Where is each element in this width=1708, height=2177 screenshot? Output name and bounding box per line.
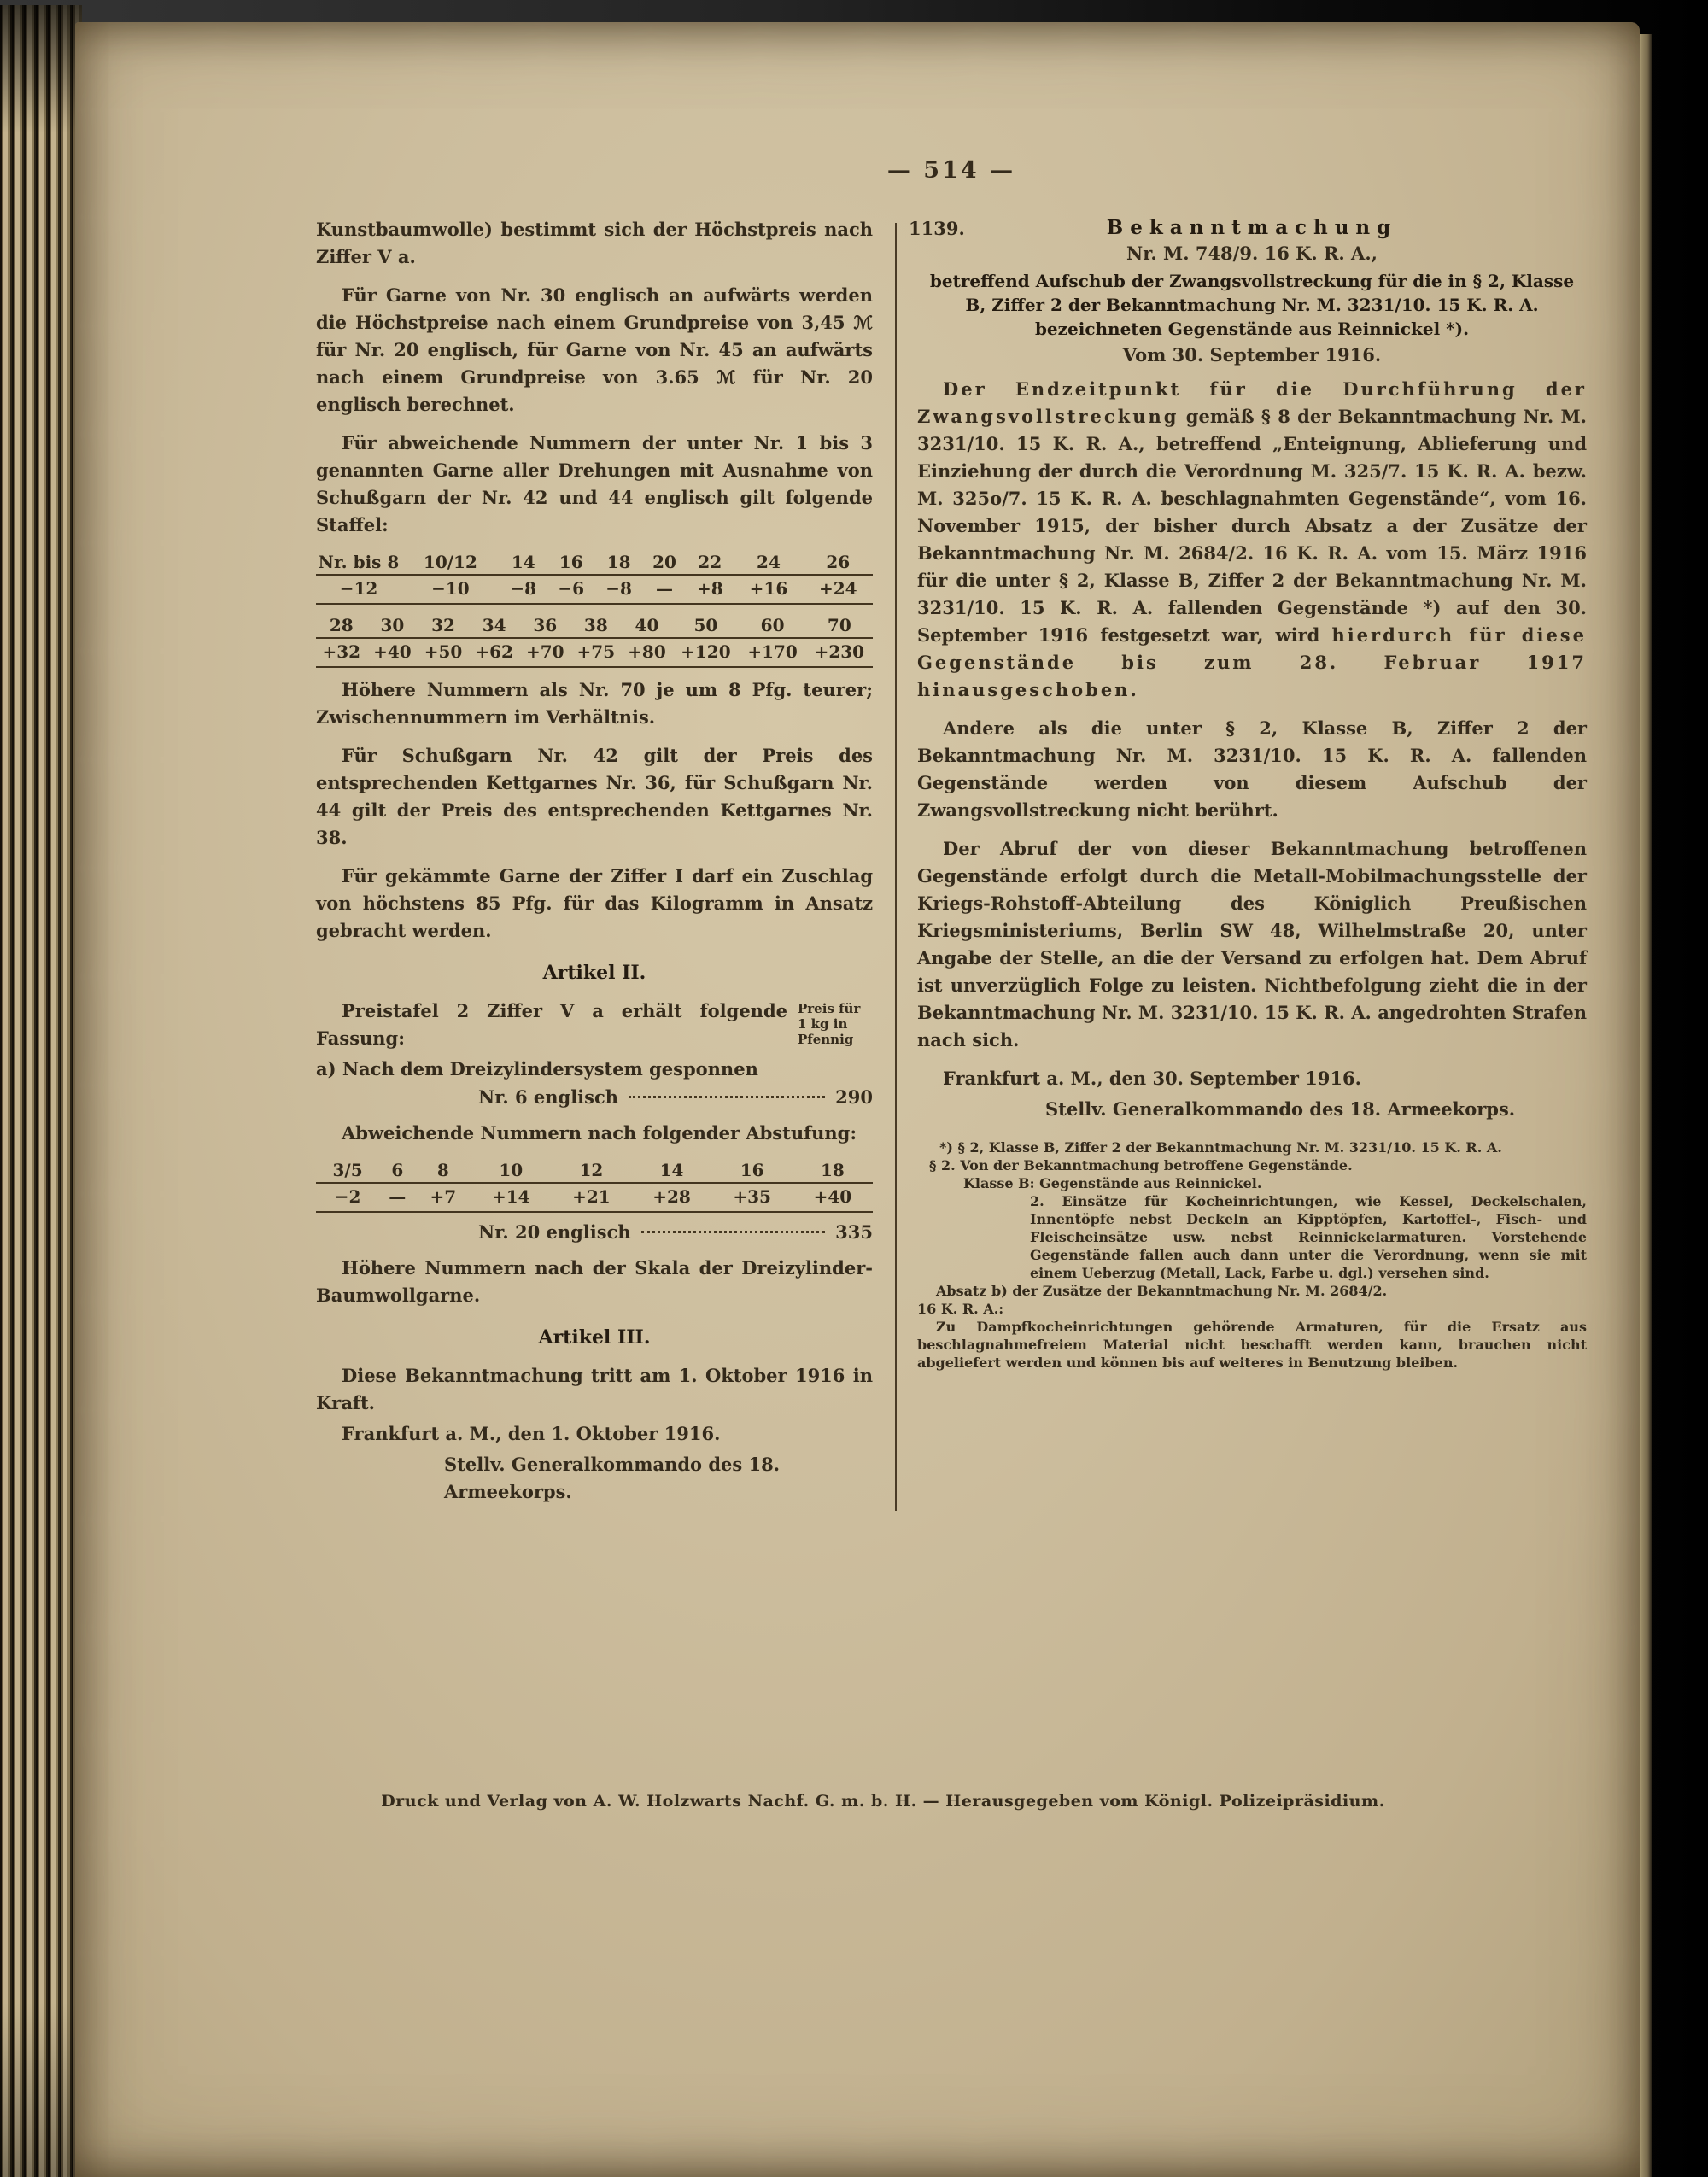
staffel-cell: +40: [367, 638, 418, 667]
staffel-cell: 70: [806, 613, 873, 638]
footnote-absatz-b: [917, 1282, 1587, 1318]
staffel-cell: −8: [595, 575, 643, 604]
staffel-cell: 8: [415, 1158, 471, 1183]
staffel-cell: −10: [401, 575, 500, 604]
staffel-cell: 32: [418, 613, 469, 638]
column-divider-rule: [895, 223, 897, 1511]
paragraph-skala: Höhere Nummern nach der Skala der Dreizylinder-Baumwollgarne.: [316, 1257, 873, 1306]
staffel-cell: +32: [316, 638, 367, 667]
staffel-cell: 10/12: [401, 550, 500, 575]
footnote-text: Absatz b) der Zusätze der Bekanntmachung Nr. M. 2684/2.: [936, 1283, 1388, 1299]
book-binding-page-stack: [0, 5, 82, 2177]
staffel-cell: +170: [739, 638, 805, 667]
footnotes-block: [917, 1138, 1587, 1372]
signature-left: Stellv. Generalkommando des 18. Armeekorps.: [444, 1454, 781, 1502]
staffel-cell: +70: [519, 638, 570, 667]
footnote-item-2: 2. Einsätze für Kocheinrichtungen, wie Kessel, Deckelschalen, Innentöpfe nebst Deckeln an Kipptöpfen, Kartoffel-, Fisch- und Fleischeinsätze usw. nebst Reinnickelarmaturen. Vorstehende Gegenstände fallen auch dann unter die Verordnung, wenn sie mit einem Ueberzug (Metall, Lack, Farbe u. dgl.) versehen sind.: [1030, 1193, 1587, 1281]
price-label: Nr. 20 englisch: [478, 1221, 631, 1243]
staffel-cell: 16: [712, 1158, 793, 1183]
paragraph-dreizylinder: a) Nach dem Dreizylindersystem gesponnen: [316, 1058, 758, 1080]
staffel-cell: +50: [418, 638, 469, 667]
price-value: 335: [835, 1221, 873, 1243]
staffel-cell: 6: [379, 1158, 415, 1183]
staffel-cell: +230: [806, 638, 873, 667]
staffel-cell: +75: [570, 638, 622, 667]
staffel-cell: +14: [471, 1183, 551, 1212]
right-column: [909, 216, 1587, 1511]
staffel-cell: 24: [734, 550, 803, 575]
staffel-header-row: [316, 613, 873, 638]
staffel-cell: 34: [469, 613, 520, 638]
price-unit-margin-note: [798, 1001, 880, 1047]
signature-right: Stellv. Generalkommando des 18. Armeekorps.: [1045, 1098, 1516, 1120]
paragraph-abruf: Der Abruf der von dieser Bekanntmachung betroffenen Gegenstände erfolgt durch die Metall-Mobilmachungsstelle der Kriegs-Rohstoff-Abteilung des Königlich Preußischen Kriegsministeriums, Berlin SW 48, Wilhelmstraße 20, unter Angabe der Stelle, an die der Versand zu erfolgen hat. Dem Abruf ist unverzüglich Folge zu leisten. Nichtbefolgung zieht die in der Bekanntmachung Nr. M. 3231/10. 15 K. R. A. angedrohten Strafen nach sich.: [917, 838, 1587, 1050]
staffel-table-1a: [316, 550, 873, 605]
abstufung-table: [316, 1158, 873, 1213]
paragraph-andere-gegenstaende: Andere als die unter § 2, Klasse B, Ziffer 2 der Bekanntmachung Nr. M. 3231/10. 15 K. R. A. fallenden Gegenstände werden von diesem Aufschub der Zwangsvollstreckung nicht berührt.: [917, 717, 1587, 821]
staffel-values-row: [316, 575, 873, 604]
dateline-right: Frankfurt a. M., den 30. September 1916.: [943, 1068, 1361, 1089]
paragraph-endzeitpunkt: [917, 376, 1587, 704]
staffel-header-row: [316, 1158, 873, 1183]
staffel-cell: 12: [551, 1158, 631, 1183]
dot-leader: [629, 1096, 825, 1098]
staffel-cell: 22: [686, 550, 734, 575]
imprint-line: Druck und Verlag von A. W. Holzwarts Nachf. G. m. b. H. — Herausgegeben vom Königl. Polizeipräsidium.: [381, 1792, 1385, 1811]
staffel-cell: +120: [672, 638, 739, 667]
pricing-block: [316, 998, 873, 1108]
staffel-cell: −12: [316, 575, 401, 604]
paragraph-abweichende: Abweichende Nummern nach folgender Abstufung:: [342, 1122, 857, 1144]
staffel-cell: −2: [316, 1183, 379, 1212]
dateline-left: Frankfurt a. M., den 1. Oktober 1916.: [342, 1423, 721, 1444]
staffel-cell: 40: [622, 613, 673, 638]
staffel-table-1b: [316, 613, 873, 668]
paragraph-preistafel: Preistafel 2 Ziffer V a erhält folgende Fassung:: [316, 1000, 787, 1049]
staffel-cell: —: [643, 575, 687, 604]
staffel-cell: 50: [672, 613, 739, 638]
staffel-cell: 28: [316, 613, 367, 638]
paragraph-garne-grundpreis: Für Garne von Nr. 30 englisch an aufwärts werden die Höchstpreise nach einem Grundpreise von 3,45 ℳ für Nr. 20 englisch, für Garne von Nr. 45 an aufwärts nach einem Grundpreise von 3.65 ℳ für Nr. 20 englisch berechnet.: [316, 284, 873, 415]
staffel-cell: 10: [471, 1158, 551, 1183]
announcement-subject: betreffend Aufschub der Zwangsvollstreckung für die in § 2, Klasse B, Ziffer 2 der Bekanntmachung Nr. M. 3231/10. 15 K. R. A. bezeichneten Gegenstände aus Reinnickel *).: [929, 271, 1575, 339]
staffel-cell: 60: [739, 613, 805, 638]
staffel-cell: +16: [734, 575, 803, 604]
staffel-cell: —: [379, 1183, 415, 1212]
staffel-cell: 3/5: [316, 1158, 379, 1183]
page-content: [316, 157, 1587, 1511]
staffel-cell: +8: [686, 575, 734, 604]
footnote-text: 16 K. R. A.:: [917, 1301, 1004, 1317]
staffel-cell: +21: [551, 1183, 631, 1212]
staffel-cell: 18: [793, 1158, 873, 1183]
staffel-cell: −6: [547, 575, 595, 604]
staffel-values-row: [316, 638, 873, 667]
announcement-reference: Nr. M. 748/9. 16 K. R. A.,: [1126, 243, 1378, 264]
price-line-nr20: [478, 1221, 873, 1243]
margin-note-line: 1 kg in: [798, 1016, 848, 1032]
margin-note-line: Pfennig: [798, 1032, 854, 1047]
artikel-2-heading: Artikel II.: [542, 962, 646, 984]
page-number: — 514 —: [886, 157, 1016, 184]
staffel-cell: 38: [570, 613, 622, 638]
staffel-cell: 14: [631, 1158, 711, 1183]
staffel-cell: +35: [712, 1183, 793, 1212]
staffel-cell: +80: [622, 638, 673, 667]
staffel-cell: 18: [595, 550, 643, 575]
paragraph-staffel-intro: Für abweichende Nummern der unter Nr. 1 bis 3 genannten Garne aller Drehungen mit Ausnahme von Schußgarn der Nr. 42 und 44 englisch gilt folgende Staffel:: [316, 432, 873, 535]
spaced-emphasis-text: Der Endzeitpunkt für die Durchführung der Zwangsvollstreckung: [917, 378, 1587, 427]
left-column: [316, 216, 873, 1511]
staffel-cell: +62: [469, 638, 520, 667]
body-text: gemäß § 8 der Bekanntmachung Nr. M. 3231/10. 15 K. R. A., betreffend „Enteignung, Ablieferung und Einziehung der durch die Verordnung M. 325/7. 15 K. R. A. bezw. M. 325o/7. 15 K. R. A. beschlagnahmten Gegenstände“, vom 16. November 1915, der bisher durch Absatz a der Zusätze der Bekanntmachung Nr. M. 2684/2. 16 K. R. A. vom 15. März 1916 für die unter § 2, Klasse B, Ziffer 2 der Bekanntmachung Nr. M. 3231/10. 15 K. R. A. fallenden Gegenstände *) auf den 30. September 1916 festgesetzt war, wird: [917, 406, 1587, 646]
paragraph-hoehere-nummern: Höhere Nummern als Nr. 70 je um 8 Pfg. teurer; Zwischennummern im Verhältnis.: [316, 679, 873, 728]
book-right-page-edges: [1640, 34, 1652, 2177]
price-line-nr6: [478, 1086, 873, 1108]
paragraph-hoechstpreis: Kunstbaumwolle) bestimmt sich der Höchstpreis nach Ziffer V a.: [316, 219, 873, 267]
staffel-cell: −8: [500, 575, 547, 604]
announcement-title: Bekanntmachung: [1106, 216, 1398, 239]
spaced-emphasis-text: hierdurch für diese Gegenstände bis zum 28. Februar 1917 hinausgeschoben.: [917, 624, 1587, 700]
staffel-cell: +28: [631, 1183, 711, 1212]
staffel-cell: 36: [519, 613, 570, 638]
paragraph-inkrafttreten: Diese Bekanntmachung tritt am 1. Oktober 1916 in Kraft.: [316, 1365, 873, 1413]
dot-leader: [641, 1231, 826, 1233]
price-value: 290: [835, 1086, 873, 1108]
staffel-cell: 30: [367, 613, 418, 638]
staffel-cell: Nr. bis 8: [316, 550, 401, 575]
staffel-cell: 20: [643, 550, 687, 575]
staffel-cell: +40: [793, 1183, 873, 1212]
artikel-3-heading: Artikel III.: [538, 1326, 651, 1349]
paragraph-gekaemmte-garne: Für gekämmte Garne der Ziffer I darf ein Zuschlag von höchstens 85 Pfg. für das Kilogramm in Ansatz gebracht werden.: [316, 865, 873, 941]
announcement-header: [909, 216, 1587, 239]
price-label: Nr. 6 englisch: [478, 1086, 619, 1108]
document-page: [75, 22, 1640, 2177]
staffel-header-row: [316, 550, 873, 575]
staffel-cell: +7: [415, 1183, 471, 1212]
paragraph-schussgarn: Für Schußgarn Nr. 42 gilt der Preis des entsprechenden Kettgarnes Nr. 36, für Schußgarn Nr. 44 gilt der Preis des entsprechenden Kettgarnes Nr. 38.: [316, 745, 873, 848]
staffel-cell: 14: [500, 550, 547, 575]
footnote-klasse-b: Klasse B: Gegenstände aus Reinnickel.: [963, 1175, 1262, 1191]
margin-note-line: Preis für: [798, 1001, 861, 1016]
two-column-layout: [316, 216, 1587, 1511]
footnote-paragraph-2: § 2. Von der Bekanntmachung betroffene Gegenstände.: [929, 1157, 1353, 1173]
staffel-cell: 16: [547, 550, 595, 575]
staffel-values-row: [316, 1183, 873, 1212]
item-number: 1139.: [909, 218, 965, 239]
footnote-star: *) § 2, Klasse B, Ziffer 2 der Bekanntmachung Nr. M. 3231/10. 15 K. R. A.: [939, 1139, 1502, 1156]
footnote-dampfkoch: Zu Dampfkocheinrichtungen gehörende Armaturen, für die Ersatz aus beschlagnahmefreiem Material nicht beschafft werden kann, brauchen nicht abgeliefert werden und können bis auf weiteres in Benutzung bleiben.: [917, 1319, 1587, 1371]
announcement-date: Vom 30. September 1916.: [1122, 344, 1382, 366]
staffel-cell: 26: [804, 550, 873, 575]
staffel-cell: +24: [804, 575, 873, 604]
